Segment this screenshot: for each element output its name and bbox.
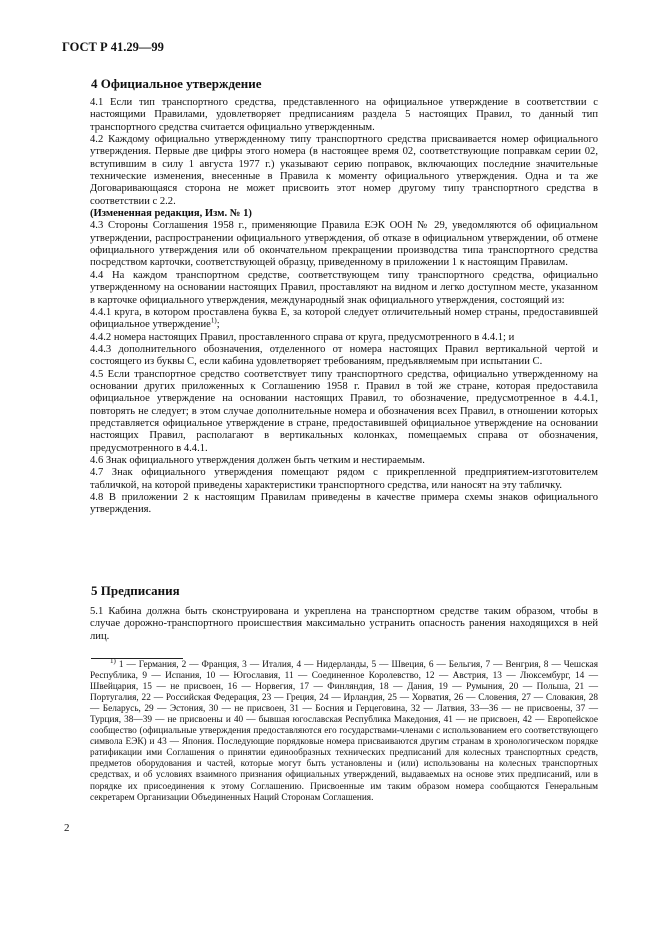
para-4-4-2 <box>90 332 598 344</box>
para-4-1-text: 4.1 Если тип транспортного средства, представленного на официальное утверждение в соответствии с настоящими Правилами, удовлетворяет предписаниям раздела 5 настоящих Правил, то данный тип транспортного средства считается официально утвержденным. <box>90 97 598 133</box>
footnote-ref-tail: ; <box>216 319 220 331</box>
document-header: ГОСТ Р 41.29—99 <box>62 40 164 54</box>
para-4-2-text: 4.2 Каждому официально утвержденному типу транспортного средства присваивается номер официального утверждения. Первые две цифры этого номера (в настоящее время 02, соответствующие поправкам серии 02, вступившим в силу 1 августа 1977 г.) указывают серию поправок, включающих последние значительные технические изменения, внесенные в Правила к моменту официального утверждения. Одна и та же Договаривающаяся сторона не может присвоить этот номер другому типу транспортного средства в соответствии с 2.2. <box>90 134 598 207</box>
page-number: 2 <box>64 822 70 834</box>
para-4-3-text: 4.3 Стороны Соглашения 1958 г., применяющие Правила ЕЭК ООН № 29, уведомляются об официальном утверждении, распространении официального утверждения, об отказе в официальном утверждении, об отмене официального утверждения или об окончательном прекращении производства типа транспортного средства посредством карточки, соответствующей образцу, приведенному в приложении 1 к настоящим Правилам. <box>90 220 598 269</box>
section-4-title: 4 Официальное утверждение <box>91 76 262 91</box>
section-4-body <box>90 97 598 517</box>
para-4-3 <box>90 220 598 269</box>
para-4-5 <box>90 369 598 455</box>
footnote-mark: 1) <box>110 656 116 665</box>
para-4-1 <box>90 97 598 134</box>
footnote-paragraph <box>90 656 598 804</box>
para-4-4-1-text: 4.4.1 круга, в котором проставлена буква Е, за которой следует отличительный номер страны, предоставившей официальное утверждение <box>90 306 598 331</box>
para-4-5-text: 4.5 Если транспортное средство соответствует типу транспортного средства, официально утвержденному на основании других приложенных к Соглашению 1958 г. Правил в той же стране, которая предоставила официальное утверждение на основании настоящих Правил, то обозначение, предусмотренное в 4.4.1, повторять не следует; в этом случае дополнительные номера и обозначения всех Правил, в отношении которых представляется официальное утверждение в стране, предоставившей официальное утверждение на основании настоящих Правил, располагают в вертикальных колонках, помещаемых справа от обозначения, предусмотренного в 4.4.1. <box>90 368 598 454</box>
footnote-divider <box>91 658 183 659</box>
para-4-7-text: 4.7 Знак официального утверждения помещают рядом с прикрепленной предприятием-изготовителем табличкой, на которой приведены характеристики транспортного средства, или наносят на эту табличку. <box>90 467 598 491</box>
para-4-6-text: 4.6 Знак официального утверждения должен быть четким и нестираемым. <box>90 454 425 466</box>
para-4-6 <box>90 455 598 467</box>
para-4-8-text: 4.8 В приложении 2 к настоящим Правилам приведены в качестве примера схемы знаков официального утверждения. <box>90 492 598 516</box>
para-4-2 <box>90 134 598 208</box>
para-4-4-text: 4.4 На каждом транспортном средстве, соответствующем типу транспортного средства, официально утвержденному на основании настоящих Правил, проставляют на видном и легко доступном месте, указанном в карточке официального утверждения, международный знак официального утверждения, состоящий из: <box>90 269 598 306</box>
para-4-4-3-text: 4.4.3 дополнительного обозначения, отделенного от номера настоящих Правил вертикальной чертой и состоящего из буквы С, если кабина удовлетворяет требованиям, предъявляемым при испытании С. <box>90 343 598 368</box>
amendment-note <box>90 208 598 220</box>
section-5-title: 5 Предписания <box>91 583 180 598</box>
para-4-8 <box>90 492 598 517</box>
para-5-1 <box>90 606 598 643</box>
amendment-note-text: (Измененная редакция, Изм. № 1) <box>90 208 252 220</box>
para-4-4-2-text: 4.4.2 номера настоящих Правил, проставленного справа от круга, предусмотренного в 4.4.1; и <box>90 331 515 343</box>
para-4-4-1 <box>90 307 598 332</box>
para-4-4-3 <box>90 344 598 369</box>
para-4-7 <box>90 467 598 492</box>
para-5-1-text: 5.1 Кабина должна быть сконструирована и укреплена на транспортном средстве таким образом, чтобы в случае дорожно-транспортного происшествия максимально устранить опасность ранения находящихся в ней лиц. <box>90 606 598 642</box>
para-4-4 <box>90 270 598 307</box>
footnote-ref: 1) <box>210 316 217 325</box>
section-5-body <box>90 606 598 643</box>
footnote <box>90 656 598 804</box>
footnote-text: 1 — Германия, 2 — Франция, 3 — Италия, 4 — Нидерланды, 5 — Швеция, 6 — Бельгия, 7 — Венгрия, 8 — Чешская Республика, 9 — Испания, 10 — Югославия, 11 — Соединенное Королевство, 12 — Австрия, 13 — Люксембург, 14 — Швейцария, 15 — не присвоен, 16 — Норвегия, 17 — Финляндия, 18 — Дания, 19 — Румыния, 20 — Польша, 21 — Португалия, 22 — Российская Федерация, 23 — Греция, 24 — Ирландия, 25 — Хорватия, 26 — Словения, 27 — Словакия, 28 — Беларусь, 29 — Эстония, 30 — не присвоен, 31 — Босния и Герцеговина, 32 — Латвия, 33—36 — не присвоены, 37 — Турция, 38—39 — не присвоены и 40 — бывшая югославская Республика Македония, 41 — не присвоен, 42 — Европейское сообщество (официальные утверждения предоставляются его государствами-членами с использованием его соответствующего символа ЕЭК) и 43 — Япония. Последующие порядковые номера присваиваются другим странам в хронологическом порядке ратификации ими Соглашения о принятии единообразных технических предписаний для колесных транспортных средств, предметов оборудования и частей, которые могут быть установлены и (или) использованы на колесных транспортных средствах, и об условиях взаимного признания официальных утверждений, выдаваемых на основе этих предписаний, или в порядке их присоединения к этому Соглашению. Присвоенные им таким образом номера сообщаются Генеральным секретарем Организации Объединенных Наций Сторонам Соглашения. <box>90 660 598 803</box>
